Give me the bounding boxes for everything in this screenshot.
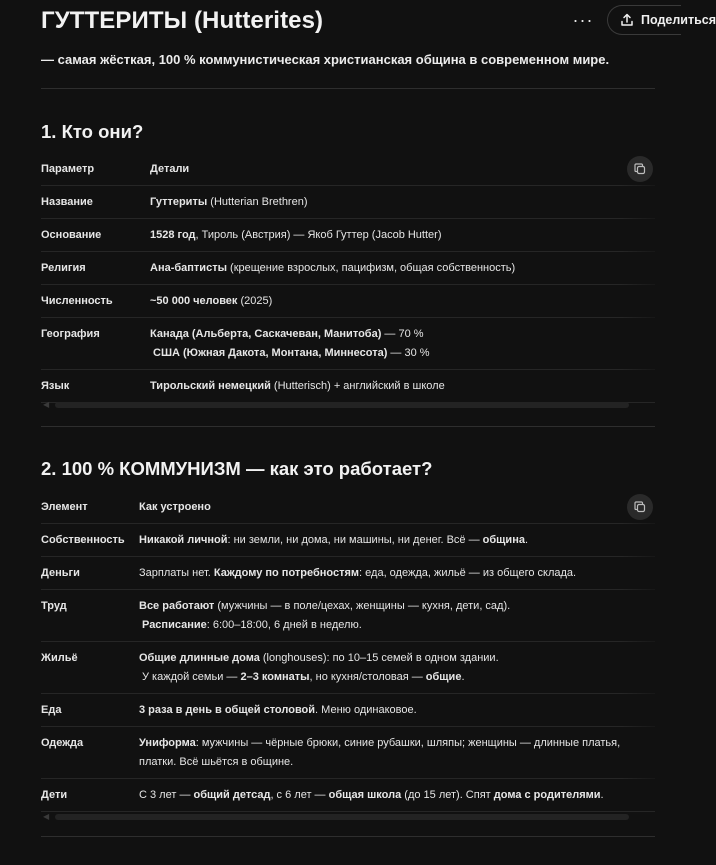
subtitle: — самая жёсткая, 100 % коммунистическая христианская община в современном мире. [41, 52, 610, 67]
scroll-left-icon[interactable]: ◀ [43, 812, 50, 821]
divider [41, 836, 655, 837]
row-parameter: География [41, 328, 100, 340]
description-line [139, 597, 655, 616]
table-row [41, 318, 655, 370]
description-line [139, 734, 655, 753]
description-line [139, 564, 655, 583]
divider [41, 426, 655, 427]
details-line [150, 193, 655, 212]
copy-icon [634, 163, 646, 175]
description-text: , но кухня/столовая — [309, 671, 426, 683]
row-description [139, 786, 655, 811]
description-text: . [600, 789, 604, 801]
copy-table-button[interactable] [627, 156, 653, 182]
row-element: Деньги [41, 567, 80, 579]
row-element: Труд [41, 600, 67, 612]
description-bold: 3 раза в день в общей столовой [139, 704, 316, 716]
description-bold: Общие длинные дома [139, 652, 260, 664]
details-line [150, 325, 655, 344]
details-text: (Hutterian Brethren) [207, 196, 308, 208]
top-bar [569, 4, 716, 36]
details-bold: Канада (Альберта, Саскачеван, Манитоба) [150, 328, 382, 340]
details-bold: Гуттериты [150, 196, 208, 208]
copy-icon [634, 501, 646, 513]
more-options-button[interactable] [569, 6, 597, 34]
description-bold: Каждому по потребностям [213, 567, 360, 579]
details-line [150, 259, 655, 278]
row-description [139, 597, 655, 641]
divider [41, 88, 655, 89]
details-line [150, 377, 655, 396]
description-bold: Все работают [139, 600, 215, 612]
description-text: . [524, 534, 529, 546]
details-text: — 30 % [387, 347, 430, 359]
share-button-label: Поделиться [641, 13, 716, 27]
description-bold: общий детсад [193, 789, 271, 801]
column-header-details: Детали [150, 162, 190, 175]
description-text: (мужчины — в поле/цехах, женщины — кухня, дети, сад). [214, 600, 511, 612]
scroll-left-icon[interactable]: ◀ [43, 400, 50, 409]
description-text: С 3 лет — [139, 789, 194, 801]
scrollbar-track[interactable] [55, 402, 629, 408]
description-bold: Расписание [142, 619, 207, 631]
details-bold: 1528 год [150, 229, 196, 241]
section-heading-1: 1. Кто они? [41, 121, 144, 142]
row-description [139, 649, 655, 693]
page-title: ГУТТЕРИТЫ (Hutterites) [41, 7, 324, 34]
row-details [150, 193, 655, 218]
details-text: , Тироль (Австрия) — Якоб Гуттер (Jacob Hutter) [195, 229, 442, 241]
table-row [41, 694, 655, 727]
row-element: Жильё [41, 652, 78, 664]
details-bold: ~50 000 человек [150, 295, 238, 307]
scrollbar-track[interactable] [55, 814, 629, 820]
column-header-element: Элемент [41, 501, 88, 513]
description-text: У каждой семьи — [142, 671, 241, 683]
horizontal-scrollbar-1[interactable] [41, 402, 655, 408]
details-line [150, 292, 655, 311]
table-row [41, 186, 655, 219]
description-line [139, 753, 655, 772]
copy-table-button[interactable] [627, 494, 653, 520]
row-description [139, 734, 655, 778]
details-text: (крещение взрослых, пацифизм, общая собственность) [226, 262, 516, 274]
ellipsis-icon: ··· [572, 9, 594, 30]
description-bold: общие [425, 671, 462, 683]
table-row [41, 252, 655, 285]
upload-icon [620, 13, 634, 27]
row-element: Дети [41, 789, 68, 801]
row-parameter: Численность [41, 295, 113, 307]
description-line [139, 616, 655, 635]
row-element: Одежда [41, 737, 84, 749]
description-bold: дома с родителями [493, 789, 601, 801]
table-row [41, 590, 655, 642]
row-description [139, 701, 655, 726]
description-line [139, 701, 655, 720]
table-header-row [41, 153, 655, 186]
description-text: : 6:00–18:00, 6 дней в неделю. [206, 619, 362, 631]
table-row [41, 642, 655, 694]
section-heading-2: 2. 100 % КОММУНИЗМ — как это работает? [41, 458, 433, 479]
row-parameter: Язык [41, 380, 70, 392]
column-header-parameter: Параметр [41, 163, 95, 175]
details-bold: США (Южная Дакота, Монтана, Миннесота) [153, 347, 388, 359]
details-text: (2025) [237, 295, 273, 307]
row-description [139, 531, 655, 556]
table-header-row [41, 491, 655, 524]
description-text: (longhouses): по 10–15 семей в одном здании. [259, 652, 499, 664]
row-element: Еда [41, 704, 62, 716]
horizontal-scrollbar-2[interactable] [41, 814, 655, 820]
description-text: (до 15 лет). Спят [401, 789, 494, 801]
row-parameter: Основание [41, 229, 102, 241]
description-text: , с 6 лет — [270, 789, 329, 801]
row-details [150, 292, 655, 317]
table-row [41, 727, 655, 779]
table-communism [41, 491, 655, 811]
description-line [139, 531, 655, 550]
description-text: : ни земли, ни дома, ни машины, ни денег. Всё — [227, 534, 483, 546]
description-text: платки. Всё шьётся в общине. [139, 756, 294, 768]
description-bold: Никакой личной [139, 534, 228, 546]
row-details [150, 377, 655, 402]
description-bold: 2–3 комнаты [240, 671, 310, 683]
row-parameter: Религия [41, 262, 86, 274]
table-row [41, 285, 655, 318]
details-line [150, 226, 655, 245]
description-text: : мужчины — чёрные брюки, синие рубашки, шляпы; женщины — длинные платья, [195, 737, 621, 749]
description-line [139, 786, 655, 805]
row-description [139, 564, 655, 589]
details-bold: Тирольский немецкий [150, 380, 271, 392]
description-bold: община [482, 534, 525, 546]
row-parameter: Название [41, 196, 93, 208]
row-details [150, 226, 655, 251]
share-button[interactable] [607, 5, 716, 35]
row-details [150, 259, 655, 284]
description-line [139, 668, 655, 687]
table-who-they-are [41, 153, 655, 397]
description-text: . Меню одинаковое. [315, 704, 417, 716]
row-element: Собственность [41, 534, 125, 546]
table-row [41, 524, 655, 557]
description-text: Зарплаты нет. [139, 567, 214, 579]
table-row [41, 557, 655, 590]
column-header-how: Как устроено [139, 500, 211, 513]
details-text: (Hutterisch) + английский в школе [270, 380, 445, 392]
description-text: . [461, 671, 465, 683]
description-bold: общая школа [328, 789, 402, 801]
description-bold: Униформа [139, 737, 196, 749]
details-bold: Ана-баптисты [150, 262, 227, 274]
table-row [41, 370, 655, 403]
table-row [41, 779, 655, 812]
description-line [139, 649, 655, 668]
table-row [41, 219, 655, 252]
description-text: : еда, одежда, жильё — из общего склада. [359, 567, 577, 579]
row-details [150, 325, 655, 369]
details-line [150, 344, 655, 363]
details-text: — 70 % [381, 328, 424, 340]
